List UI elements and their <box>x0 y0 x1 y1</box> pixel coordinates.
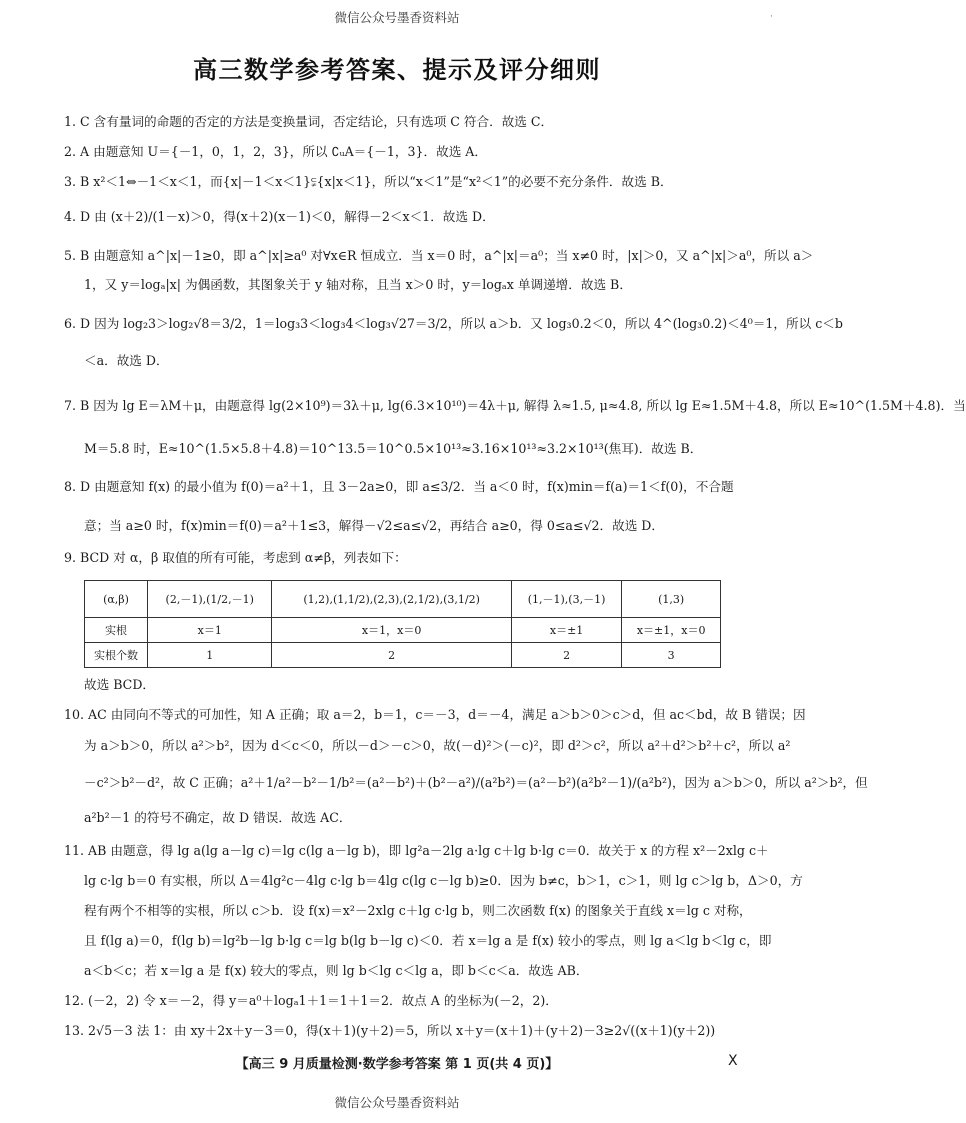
table-cell: 2 <box>272 643 511 668</box>
table-cell: (1,2),(1,1/2),(2,3),(2,1/2),(3,1/2) <box>272 581 511 618</box>
alpha-beta-table <box>84 580 721 668</box>
answer-line-10b: 为 a＞b＞0，所以 a²＞b²，因为 d＜c＜0，所以－d＞－c＞0，故(－d)²＞(－c)²，即 d²＞c²，所以 a²＋d²＞b²＋c²，所以 a² <box>84 738 791 753</box>
answer-line-3: 3. B x²＜1⇔－1＜x＜1，而{x|－1＜x＜1}⫋{x|x＜1}，所以“x＜1”是“x²＜1”的必要不充分条件．故选 B． <box>64 174 673 189</box>
answer-line-6a: 6. D 因为 log₂3＞log₂√8＝3/2，1＝log₃3＜log₃4＜log₃√27＝3/2，所以 a＞b．又 log₃0.2＜0，所以 4^(log₃0.2)＜4⁰＝1，所以 c＜b <box>64 316 843 331</box>
table-cell: 实根个数 <box>85 643 148 668</box>
answer-line-10a: 10. AC 由同向不等式的可加性，知 A 正确；取 a＝2，b＝1，c＝－3，d＝－4，满足 a＞b＞0＞c＞d，但 ac＜bd，故 B 错误；因 <box>64 707 806 722</box>
table-row <box>85 581 721 618</box>
answer-line-4: 4. D 由 (x＋2)/(1－x)＞0，得(x＋2)(x－1)＜0，解得－2＜x＜1．故选 D． <box>64 209 495 224</box>
corner-dot: · <box>770 12 773 22</box>
answer-line-11e: a＜b＜c；若 x＝lg a 是 f(x) 较大的零点，则 lg b＜lg c＜lg a，即 b＜c＜a．故选 AB． <box>84 963 589 978</box>
answer-line-11b: lg c·lg b＝0 有实根，所以 Δ＝4lg²c－4lg c·lg b＝4lg c(lg c－lg b)≥0．因为 b≠c，b＞1，c＞1，则 lg c＞lg b，Δ＞0，方 <box>84 873 803 888</box>
page-footer: 【高三 9 月质量检测·数学参考答案 第 1 页(共 4 页)】 <box>235 1057 559 1072</box>
page-title: 高三数学参考答案、提示及评分细则 <box>193 56 601 84</box>
table-cell: x＝1 <box>148 618 272 643</box>
answer-line-11d: 且 f(lg a)＝0，f(lg b)＝lg²b－lg b·lg c＝lg b(lg b－lg c)＜0．若 x＝lg a 是 f(x) 较小的零点，则 lg a＜lg b＜lg c，即 <box>84 933 772 948</box>
answer-line-8b: 意；当 a≥0 时，f(x)min＝f(0)＝a²＋1≤3，解得－√2≤a≤√2，再结合 a≥0，得 0≤a≤√2．故选 D． <box>84 518 664 533</box>
answer-line-7b: M＝5.8 时，E≈10^(1.5×5.8＋4.8)＝10^13.5＝10^0.5×10¹³≈3.16×10¹³≈3.2×10¹³(焦耳)．故选 B． <box>84 441 703 456</box>
answer-line-6b: ＜a．故选 D． <box>84 353 169 368</box>
answer-line-13: 13. 2√5－3 法 1：由 xy＋2x＋y－3＝0，得(x＋1)(y＋2)＝5，所以 x＋y＝(x＋1)＋(y＋2)－3≥2√((x＋1)(y＋2)) <box>64 1023 716 1038</box>
table-cell: x＝±1 <box>511 618 621 643</box>
answer-line-9: 9. BCD 对 α，β 取值的所有可能，考虑到 α≠β，列表如下： <box>64 550 407 565</box>
table-cell: 3 <box>622 643 721 668</box>
answer-line-11a: 11. AB 由题意，得 lg a(lg a－lg c)＝lg c(lg a－lg b)，即 lg²a－2lg a·lg c＋lg b·lg c＝0．故关于 x 的方程 x²－2xlg c＋ <box>64 843 769 858</box>
table-cell: (2,－1),(1/2,－1) <box>148 581 272 618</box>
answer-line-5a: 5. B 由题意知 a^|x|－1≥0，即 a^|x|≥a⁰ 对∀x∈R 恒成立．当 x＝0 时，a^|x|＝a⁰；当 x≠0 时，|x|＞0，又 a^|x|＞a⁰，所以 a＞ <box>64 248 814 263</box>
table-cell: (1,3) <box>622 581 721 618</box>
answer-line-1: 1. C 含有量词的命题的否定的方法是变换量词，否定结论，只有选项 C 符合．故选 C． <box>64 114 554 129</box>
answer-line-10c: －c²＞b²－d²，故 C 正确；a²＋1/a²－b²－1/b²＝(a²－b²)＋(b²－a²)/(a²b²)＝(a²－b²)(a²b²－1)/(a²b²)，因为 a＞b＞0，所以 a²＞b²，但 <box>84 775 868 790</box>
answer-line-11c: 程有两个不相等的实根，所以 c＞b．设 f(x)＝x²－2xlg c＋lg c·lg b，则二次函数 f(x) 的图象关于直线 x＝lg c 对称， <box>84 903 752 918</box>
table-row <box>85 618 721 643</box>
table-cell: 实根 <box>85 618 148 643</box>
table-cell: x＝1，x＝0 <box>272 618 511 643</box>
table-cell: x＝±1，x＝0 <box>622 618 721 643</box>
watermark-bottom: 微信公众号墨香资料站 <box>334 1095 460 1110</box>
table-cell: 2 <box>511 643 621 668</box>
table-cell: 1 <box>148 643 272 668</box>
answer-line-2: 2. A 由题意知 U＝{－1，0，1，2，3}，所以 ∁ᵤA＝{－1，3}．故选 A． <box>64 144 487 159</box>
watermark-top: 微信公众号墨香资料站 <box>334 10 460 25</box>
answer-line-12: 12. (－2，2) 令 x＝－2，得 y＝a⁰＋logₐ1＋1＝1＋1＝2．故点 A 的坐标为(－2，2)． <box>64 993 558 1008</box>
answer-line-8a: 8. D 由题意知 f(x) 的最小值为 f(0)＝a²＋1，且 3－2a≥0，即 a≤3/2．当 a＜0 时，f(x)min＝f(a)＝1＜f(0)，不合题 <box>64 479 734 494</box>
answer-line-5b: 1，又 y＝logₐ|x| 为偶函数，其图象关于 y 轴对称，且当 x＞0 时，y＝logₐx 单调递增．故选 B． <box>84 277 632 292</box>
answer-line-10d: a²b²－1 的符号不确定，故 D 错误．故选 AC． <box>84 810 352 825</box>
answer-line-7a: 7. B 因为 lg E＝λM＋μ，由题意得 lg(2×10⁹)＝3λ＋μ, lg(6.3×10¹⁰)＝4λ＋μ, 解得 λ≈1.5, μ≈4.8, 所以 lg E≈1.5M＋4.8，所以 E≈10^(1.5M＋4.8)．当 <box>64 398 966 413</box>
table-cell: (α,β) <box>85 581 148 618</box>
answer-line-9-end: 故选 BCD． <box>84 677 156 692</box>
footer-mark: X <box>728 1053 738 1069</box>
table-row <box>85 643 721 668</box>
table-cell: (1,－1),(3,－1) <box>511 581 621 618</box>
